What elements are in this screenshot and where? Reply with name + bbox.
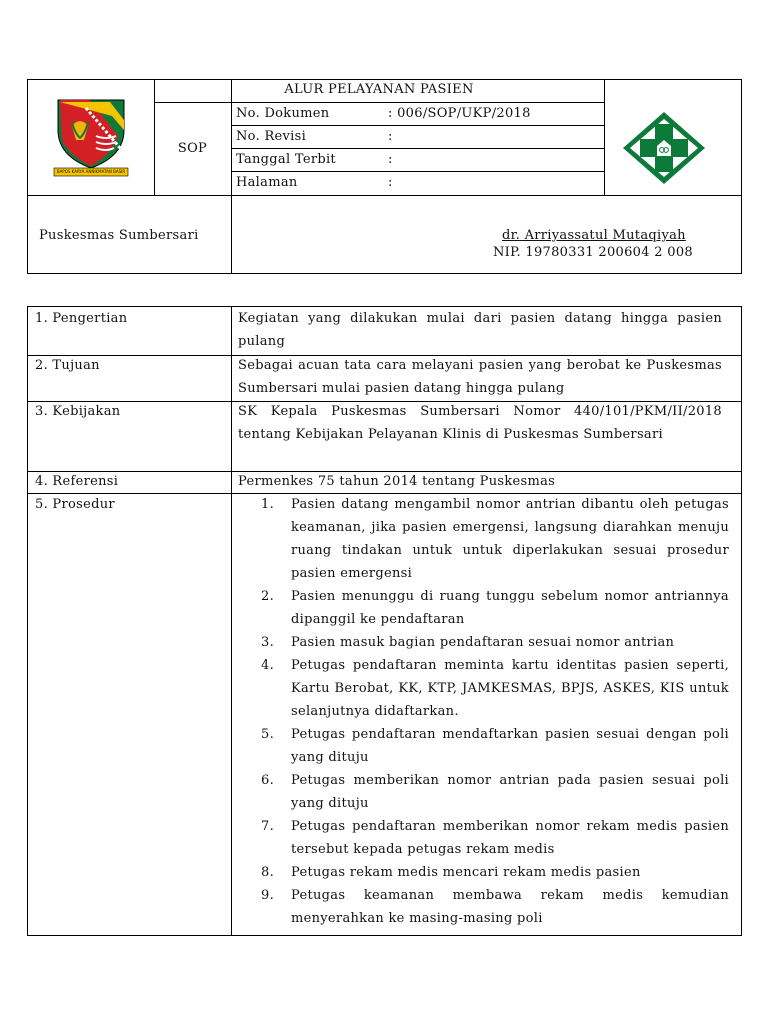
section-label-pengertian: 1. Pengertian xyxy=(35,311,128,326)
procedure-step xyxy=(261,654,729,723)
field-value-no-revisi: : xyxy=(388,129,393,144)
field-label-no-dokumen: No. Dokumen xyxy=(236,106,330,121)
header-divider xyxy=(154,80,155,195)
sop-label: SOP xyxy=(177,141,208,156)
header-divider xyxy=(604,80,605,195)
step-number: 3. xyxy=(261,635,275,650)
puskesmas-logo xyxy=(621,110,707,186)
section-text-kebijakan: SK Kepala Puskesmas Sumbersari Nomor 440/101/PKM/II/2018 tentang Kebijakan Pelayanan Klinis di Puskesmas Sumbersari xyxy=(238,404,722,442)
header-divider xyxy=(231,171,604,172)
step-number: 5. xyxy=(261,727,275,742)
step-number: 1. xyxy=(261,497,275,512)
section-label-prosedur: 5. Prosedur xyxy=(35,497,115,512)
step-text: Petugas keamanan membawa rekam medis kemudian menyerahkan ke masing-masing poli xyxy=(291,888,729,926)
regency-logo xyxy=(50,96,132,178)
step-number: 8. xyxy=(261,865,275,880)
procedure-step xyxy=(261,815,729,861)
procedure-step xyxy=(261,631,729,654)
field-label-tanggal-terbit: Tanggal Terbit xyxy=(236,152,336,167)
step-text: Petugas rekam medis mencari rekam medis pasien xyxy=(291,865,641,880)
step-number: 2. xyxy=(261,589,275,604)
sop-content-table xyxy=(27,306,742,936)
signer-name: dr. Arriyassatul Mutaqiyah xyxy=(502,228,686,243)
sop-header-table xyxy=(27,79,742,274)
section-label-kebijakan: 3. Kebijakan xyxy=(35,404,121,419)
procedure-step xyxy=(261,493,729,585)
section-text-pengertian: Kegiatan yang dilakukan mulai dari pasien datang hingga pasien pulang xyxy=(238,311,722,349)
section-label-tujuan: 2. Tujuan xyxy=(35,358,100,373)
procedure-step xyxy=(261,884,729,930)
header-divider xyxy=(231,80,232,274)
header-divider xyxy=(154,102,604,103)
step-text: Pasien menunggu di ruang tunggu sebelum nomor antriannya dipanggil ke pendaftaran xyxy=(291,589,729,627)
institution-name: Puskesmas Sumbersari xyxy=(39,228,199,243)
step-text: Petugas memberikan nomor antrian pada pasien sesuai poli yang dituju xyxy=(291,773,729,811)
regency-logo-motto: BAPOS KARYA ANNIKMATAN BASIR xyxy=(56,169,126,174)
field-value-tanggal-terbit: : xyxy=(388,152,393,167)
step-text: Petugas pendaftaran mendaftarkan pasien sesuai dengan poli yang dituju xyxy=(291,727,729,765)
header-divider xyxy=(231,148,604,149)
regency-shield-icon xyxy=(50,96,132,178)
section-label-referensi: 4. Referensi xyxy=(35,474,119,489)
procedure-step xyxy=(261,861,729,884)
procedure-steps-list xyxy=(261,493,729,930)
field-value-halaman: : xyxy=(388,175,393,190)
step-number: 6. xyxy=(261,773,275,788)
step-number: 9. xyxy=(261,888,275,903)
field-label-halaman: Halaman xyxy=(236,175,298,190)
step-number: 7. xyxy=(261,819,275,834)
field-value-no-dokumen: : 006/SOP/UKP/2018 xyxy=(388,106,531,121)
step-text: Petugas pendaftaran meminta kartu identitas pasien seperti, Kartu Berobat, KK, KTP, JAMKESMAS, BPJS, ASKES, KIS untuk selanjutnya didaftarkan. xyxy=(291,658,729,719)
step-text: Pasien datang mengambil nomor antrian dibantu oleh petugas keamanan, jika pasien emergensi, langsung diarahkan menuju ruang tindakan untuk untuk diperlakukan sesuai prosedur pasien emergensi xyxy=(291,497,729,581)
health-cross-icon xyxy=(621,110,707,186)
section-text-tujuan: Sebagai acuan tata cara melayani pasien yang berobat ke Puskesmas Sumbersari mulai pasien datang hingga pulang xyxy=(238,358,722,396)
step-number: 4. xyxy=(261,658,275,673)
field-label-no-revisi: No. Revisi xyxy=(236,129,307,144)
procedure-step xyxy=(261,769,729,815)
header-divider xyxy=(231,125,604,126)
step-text: Petugas pendaftaran memberikan nomor rekam medis pasien tersebut kepada petugas rekam medis xyxy=(291,819,729,857)
header-divider xyxy=(28,195,742,196)
procedure-step xyxy=(261,723,729,769)
section-text-referensi: Permenkes 75 tahun 2014 tentang Puskesmas xyxy=(238,474,556,489)
signer-nip: NIP. 19780331 200604 2 008 xyxy=(493,245,693,260)
step-text: Pasien masuk bagian pendaftaran sesuai nomor antrian xyxy=(291,635,675,650)
document-title: ALUR PELAYANAN PASIEN xyxy=(284,82,474,97)
procedure-step xyxy=(261,585,729,631)
